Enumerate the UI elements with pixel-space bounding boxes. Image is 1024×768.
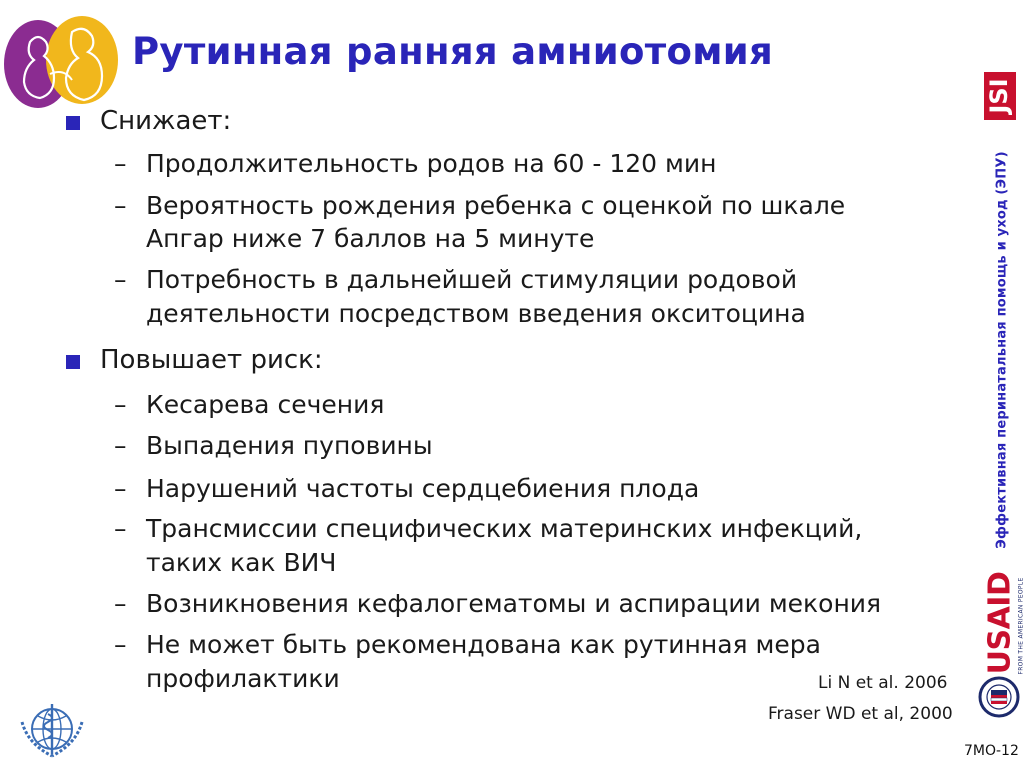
list-item: Выпадения пуповины	[146, 431, 433, 460]
reference: Li N et al. 2006	[818, 673, 948, 693]
usaid-seal-icon	[978, 676, 1020, 718]
dash-bullet: –	[114, 589, 127, 618]
who-emblem-icon	[18, 698, 86, 760]
dash-bullet: –	[114, 191, 127, 220]
list-item: Трансмиссии специфических материнских инфекций,	[146, 514, 863, 543]
dash-bullet: –	[114, 265, 127, 294]
list-item-continued: Апгар ниже 7 баллов на 5 минуте	[146, 224, 595, 253]
section-heading: Повышает риск:	[100, 345, 323, 375]
dash-bullet: –	[114, 149, 127, 178]
square-bullet-icon	[66, 116, 80, 130]
list-item-continued: профилактики	[146, 664, 340, 693]
square-bullet-icon	[66, 355, 80, 369]
usaid-logo-icon: USAID	[982, 571, 1018, 675]
dash-bullet: –	[114, 514, 127, 543]
list-item: Вероятность рождения ребенка с оценкой по шкале	[146, 191, 846, 220]
jsi-logo-text: JSI	[985, 78, 1013, 114]
list-item: Не может быть рекомендована как рутинная мера	[146, 630, 821, 659]
dash-bullet: –	[114, 474, 127, 503]
list-item: Продолжительность родов на 60 - 120 мин	[146, 149, 717, 178]
dash-bullet: –	[114, 431, 127, 460]
list-item: Потребность в дальнейшей стимуляции родовой	[146, 265, 798, 294]
list-item: Возникновения кефалогематомы и аспирации мекония	[146, 589, 882, 618]
slide-title: Рутинная ранняя амниотомия	[132, 30, 774, 73]
usaid-tagline: FROM THE AMERICAN PEOPLE	[1017, 577, 1024, 675]
side-caption: Эффективная перинатальная помощь и уход (ЭПУ)	[994, 151, 1010, 549]
list-item-continued: таких как ВИЧ	[146, 548, 337, 577]
slide-number: 7МО-12	[964, 743, 1019, 759]
section-heading: Снижает:	[100, 106, 232, 136]
dash-bullet: –	[114, 390, 127, 419]
reference: Fraser WD et al, 2000	[768, 704, 953, 724]
dash-bullet: –	[114, 630, 127, 659]
list-item: Нарушений частоты сердцебиения плода	[146, 474, 700, 503]
list-item-continued: деятельности посредством введения окситоцина	[146, 299, 806, 328]
list-item: Кесарева сечения	[146, 390, 385, 419]
